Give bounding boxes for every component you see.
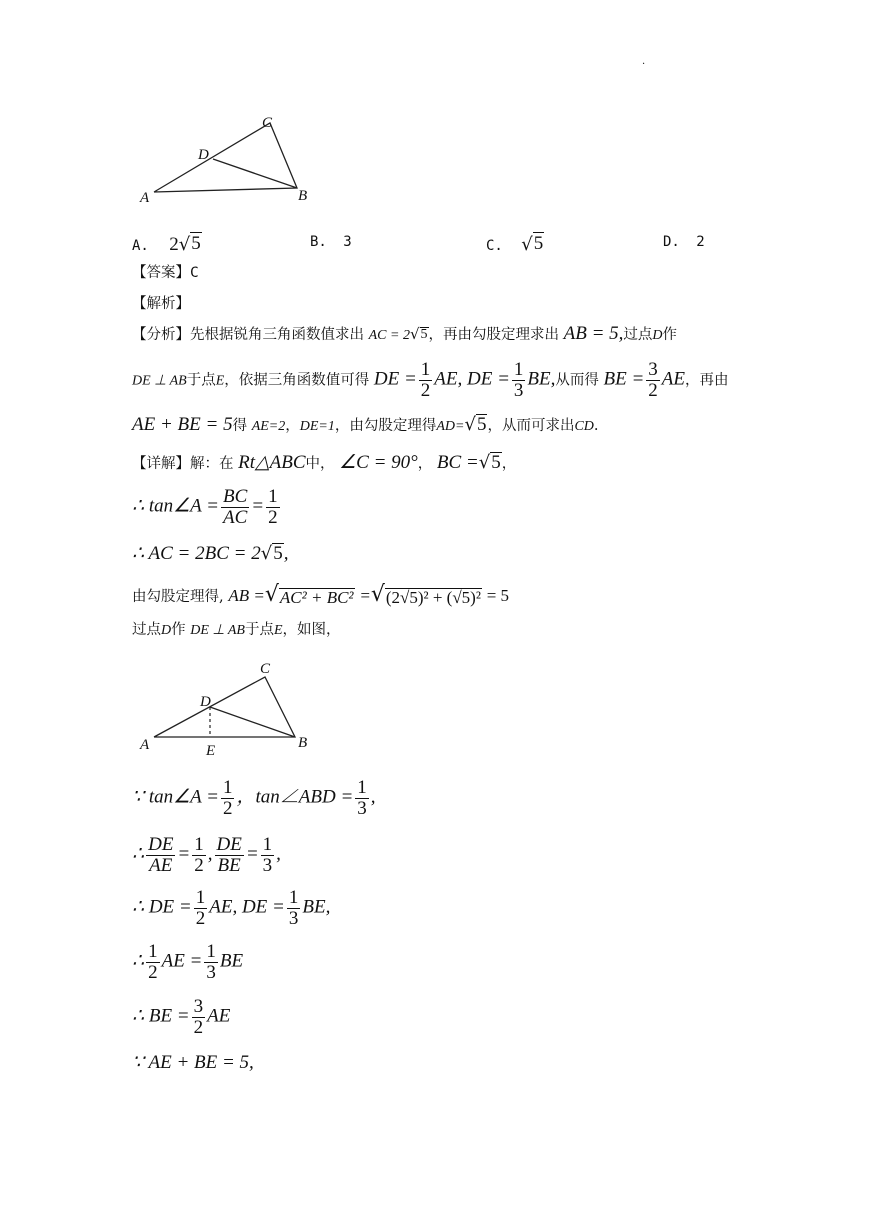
step-sum: ∵ AE + BE = 5,: [132, 1052, 254, 1073]
label-c-2: C: [260, 661, 271, 677]
option-c[interactable]: C. √ 5: [486, 233, 544, 255]
step-equate: ∴ $\frac{1}{2}$ AE = $\frac{1}{3}$ BE: [132, 941, 244, 983]
label-d: D: [198, 147, 209, 163]
step-be: ∴ BE = $\frac{3}{2}$ AE: [132, 996, 231, 1038]
detail-step-ac: ∴ AC = 2BC = 2 √ 5 ,: [132, 543, 289, 564]
label-b-2: B: [298, 735, 308, 751]
triangle-figure-1: [130, 105, 330, 215]
detail-step-tan-a: ∴ tan∠A = $\frac{BC}{AC}$ = $\frac{1}{2}$: [132, 486, 278, 528]
option-a[interactable]: A. 2 √ 5: [132, 233, 201, 255]
step-tan-values: ∵ tan∠A = $\frac{1}{2}$ ，tan∠ABD = $\frac{1}{3}$ ,: [132, 777, 376, 819]
label-a-2: A: [140, 737, 150, 753]
answer-line: 【答案】C: [132, 265, 199, 281]
label-d-2: D: [200, 694, 211, 710]
label-a: A: [140, 190, 150, 206]
triangle-abc-2: [154, 677, 295, 737]
label-b: B: [298, 188, 308, 204]
option-d[interactable]: D. 2: [663, 234, 705, 250]
detail-step-construct: 过点D作 DE ⊥ AB于点E，如图，: [132, 622, 341, 638]
label-e-2: E: [206, 743, 216, 759]
analysis-heading: 【解析】: [132, 296, 190, 312]
option-b[interactable]: B. 3: [310, 234, 352, 250]
detail-line-1: 【详解】解：在 Rt△ABC中， ∠C = 90°， BC = √ 5 ，: [132, 452, 517, 473]
fenxi-line-3: AE + BE = 5得 AE=2，DE=1，由勾股定理得AD= √ 5 ，从而可求出CD.: [132, 414, 599, 435]
fenxi-line-2: DE ⊥ AB于点E，依据三角函数值可得 DE = $\frac{1}{2}$ AE, DE = $\frac{1}{3}$ BE,从而得 BE = $\frac{3}{2}$ AE，再由: [132, 359, 729, 401]
detail-step-ab: 由勾股定理得, AB = √ AC² + BC² = √ (2√5)² + (√5)² = 5: [132, 582, 510, 607]
fenxi-line-1: 【分析】先根据锐角三角函数值求出 AC = 2 √ 5 ，再由勾股定理求出 AB = 5,过点D作: [132, 323, 678, 344]
label-c: C: [262, 115, 273, 131]
triangle-figure-2: [130, 655, 330, 765]
header-dot: .: [642, 56, 646, 67]
step-ratios: ∴ $\frac{DE}{AE}$ = $\frac{1}{2}$ , $\frac{DE}{BE}$ = $\frac{1}{3}$ ,: [132, 834, 281, 876]
triangle-abc: [154, 123, 297, 192]
segment-db: [213, 159, 297, 188]
step-de-expr: ∴ DE = $\frac{1}{2}$ AE, DE = $\frac{1}{3}$ BE,: [132, 887, 331, 929]
